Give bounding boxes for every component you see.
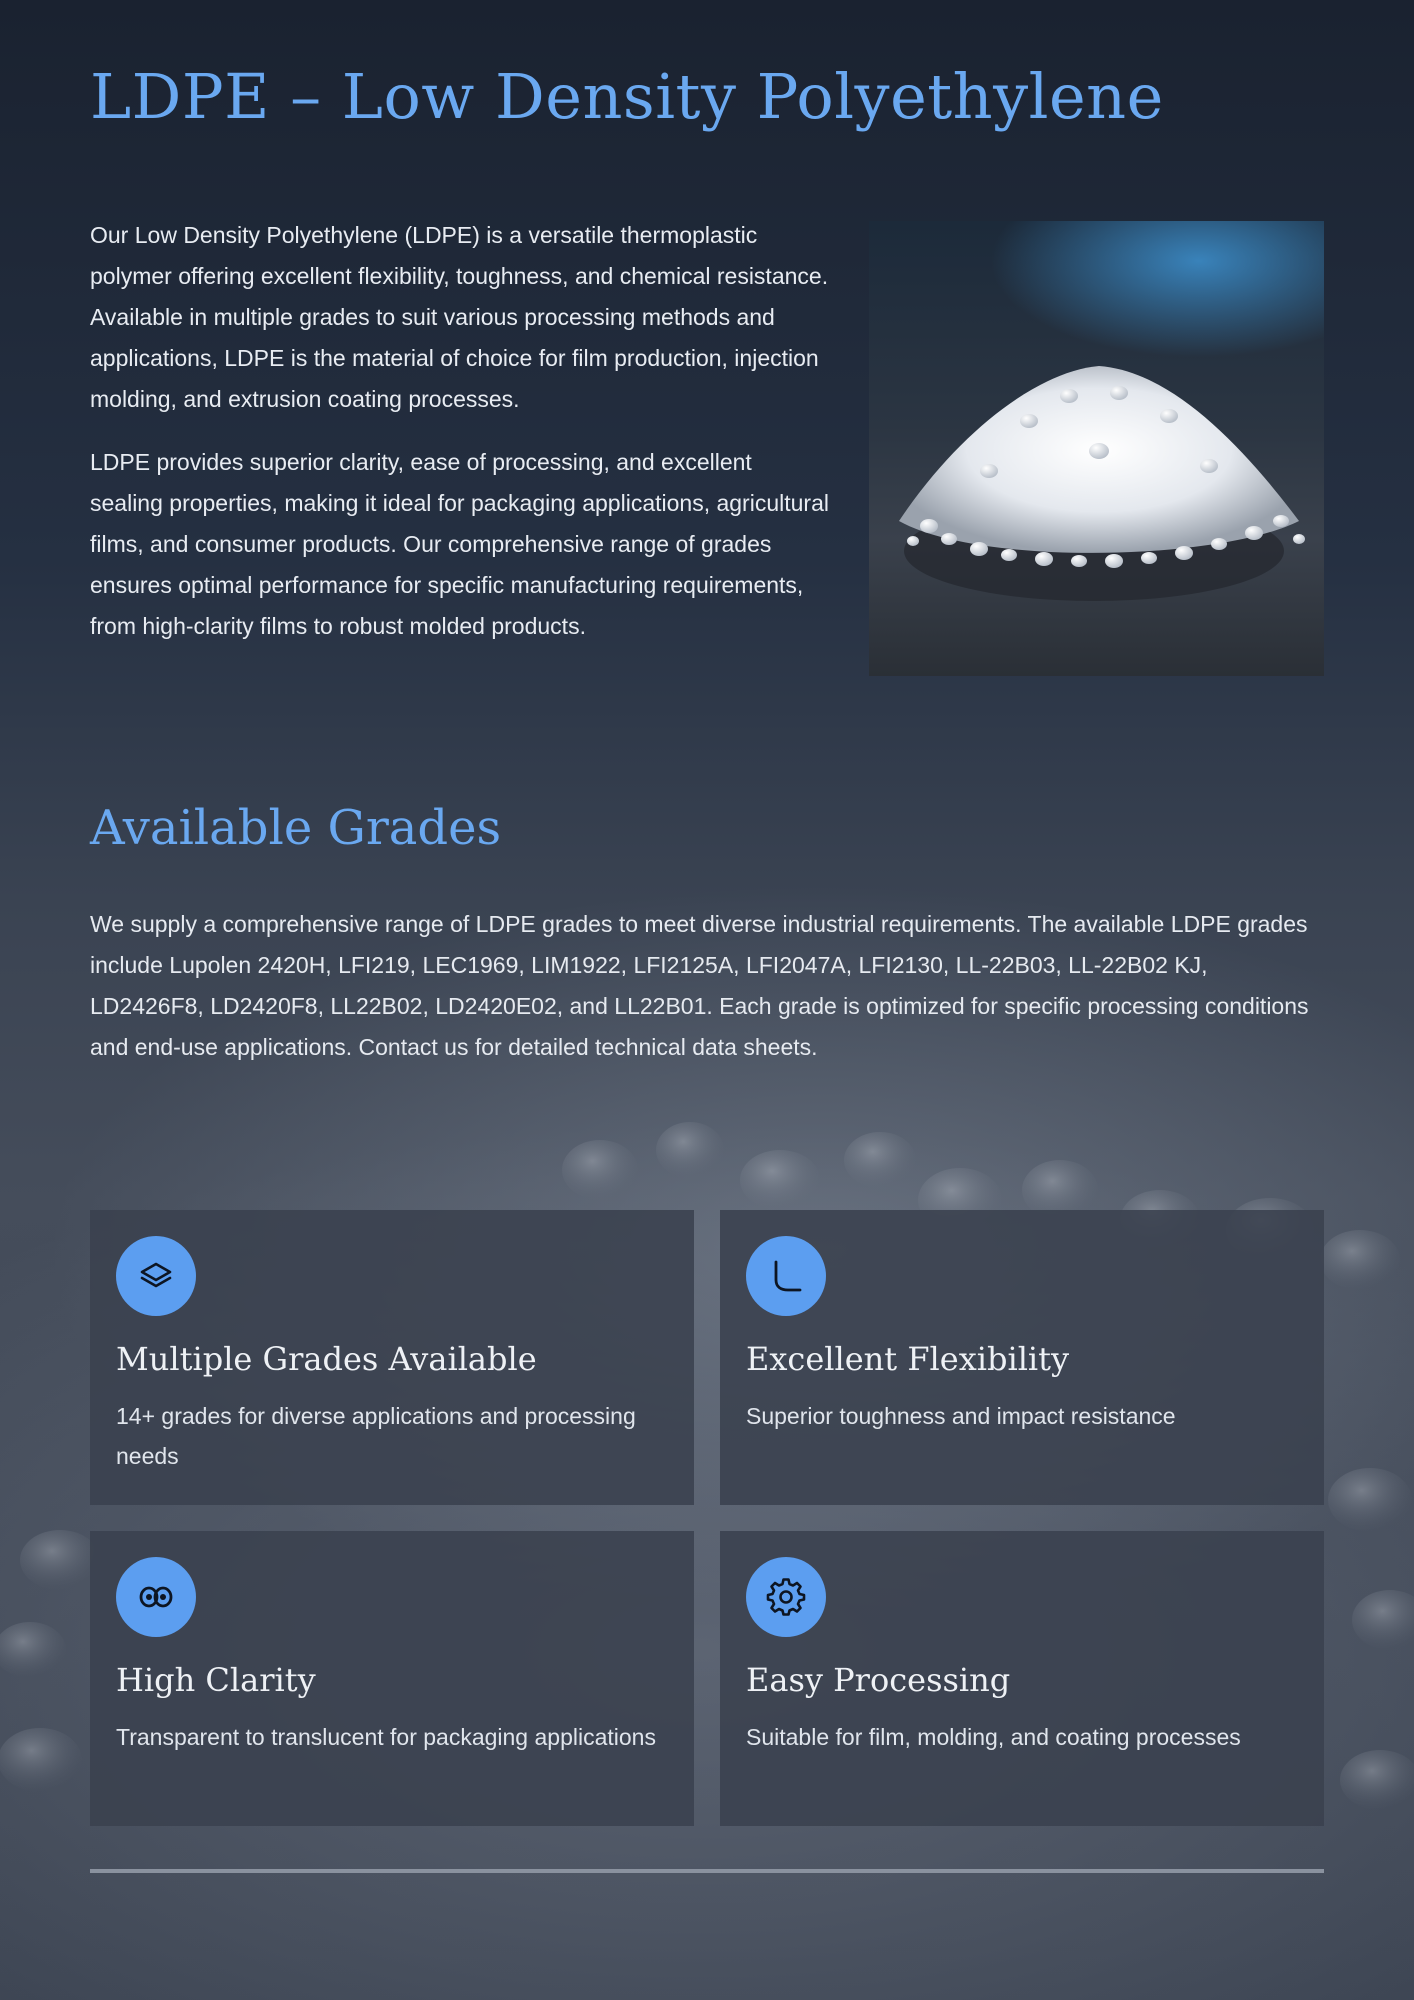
feature-card-clarity xyxy=(90,1531,694,1826)
feature-description: Transparent to translucent for packaging applications xyxy=(116,1724,656,1750)
footer-divider xyxy=(90,1869,1324,1873)
feature-title: Excellent Flexibility xyxy=(746,1340,1070,1378)
feature-card-processing xyxy=(720,1531,1324,1826)
intro-paragraph: LDPE provides superior clarity, ease of processing, and excellent sealing properties, making it ideal for packaging applications, agricultural films, and consumer products. Our comprehensive range of grades ensures optimal performance for specific manufacturing requirements, from high-clarity films to robust molded products. xyxy=(90,449,829,639)
gear-icon xyxy=(766,1577,806,1617)
feature-description: 14+ grades for diverse applications and processing needs xyxy=(116,1403,636,1469)
available-grades-heading: Available Grades xyxy=(90,800,502,856)
flexible-curve-icon xyxy=(766,1256,806,1296)
icon-badge xyxy=(746,1557,826,1637)
feature-description: Suitable for film, molding, and coating processes xyxy=(746,1724,1241,1750)
intro-section xyxy=(90,215,830,669)
clarity-lens-icon xyxy=(136,1577,176,1617)
icon-badge xyxy=(116,1557,196,1637)
page-content xyxy=(90,0,1324,2000)
page-title: LDPE – Low Density Polyethylene xyxy=(90,60,1164,133)
intro-paragraph: Our Low Density Polyethylene (LDPE) is a versatile thermoplastic polymer offering excellent flexibility, toughness, and chemical resistance. Available in multiple grades to suit various processing methods and applications, LDPE is the material of choice for film production, injection molding, and extrusion coating processes. xyxy=(90,222,829,412)
ldpe-pellets-image xyxy=(869,221,1324,676)
feature-title: Multiple Grades Available xyxy=(116,1340,537,1378)
layers-icon xyxy=(136,1256,176,1296)
feature-title: Easy Processing xyxy=(746,1661,1011,1699)
icon-badge xyxy=(746,1236,826,1316)
available-grades-text: We supply a comprehensive range of LDPE grades to meet diverse industrial requirements. The available LDPE grades include Lupolen 2420H, LFI219, LEC1969, LIM1922, LFI2125A, LFI2047A, LFI2130, LL-22B03, LL-22B02 KJ, LD2426F8, LD2420F8, LL22B02, LD2420E02, and LL22B01. Each grade is optimized for specific processing conditions and end-use applications. Contact us for detailed technical data sheets. xyxy=(90,911,1309,1060)
feature-title: High Clarity xyxy=(116,1661,316,1699)
feature-card-flexibility xyxy=(720,1210,1324,1505)
feature-description: Superior toughness and impact resistance xyxy=(746,1403,1176,1429)
icon-badge xyxy=(116,1236,196,1316)
feature-card-multiple-grades xyxy=(90,1210,694,1505)
